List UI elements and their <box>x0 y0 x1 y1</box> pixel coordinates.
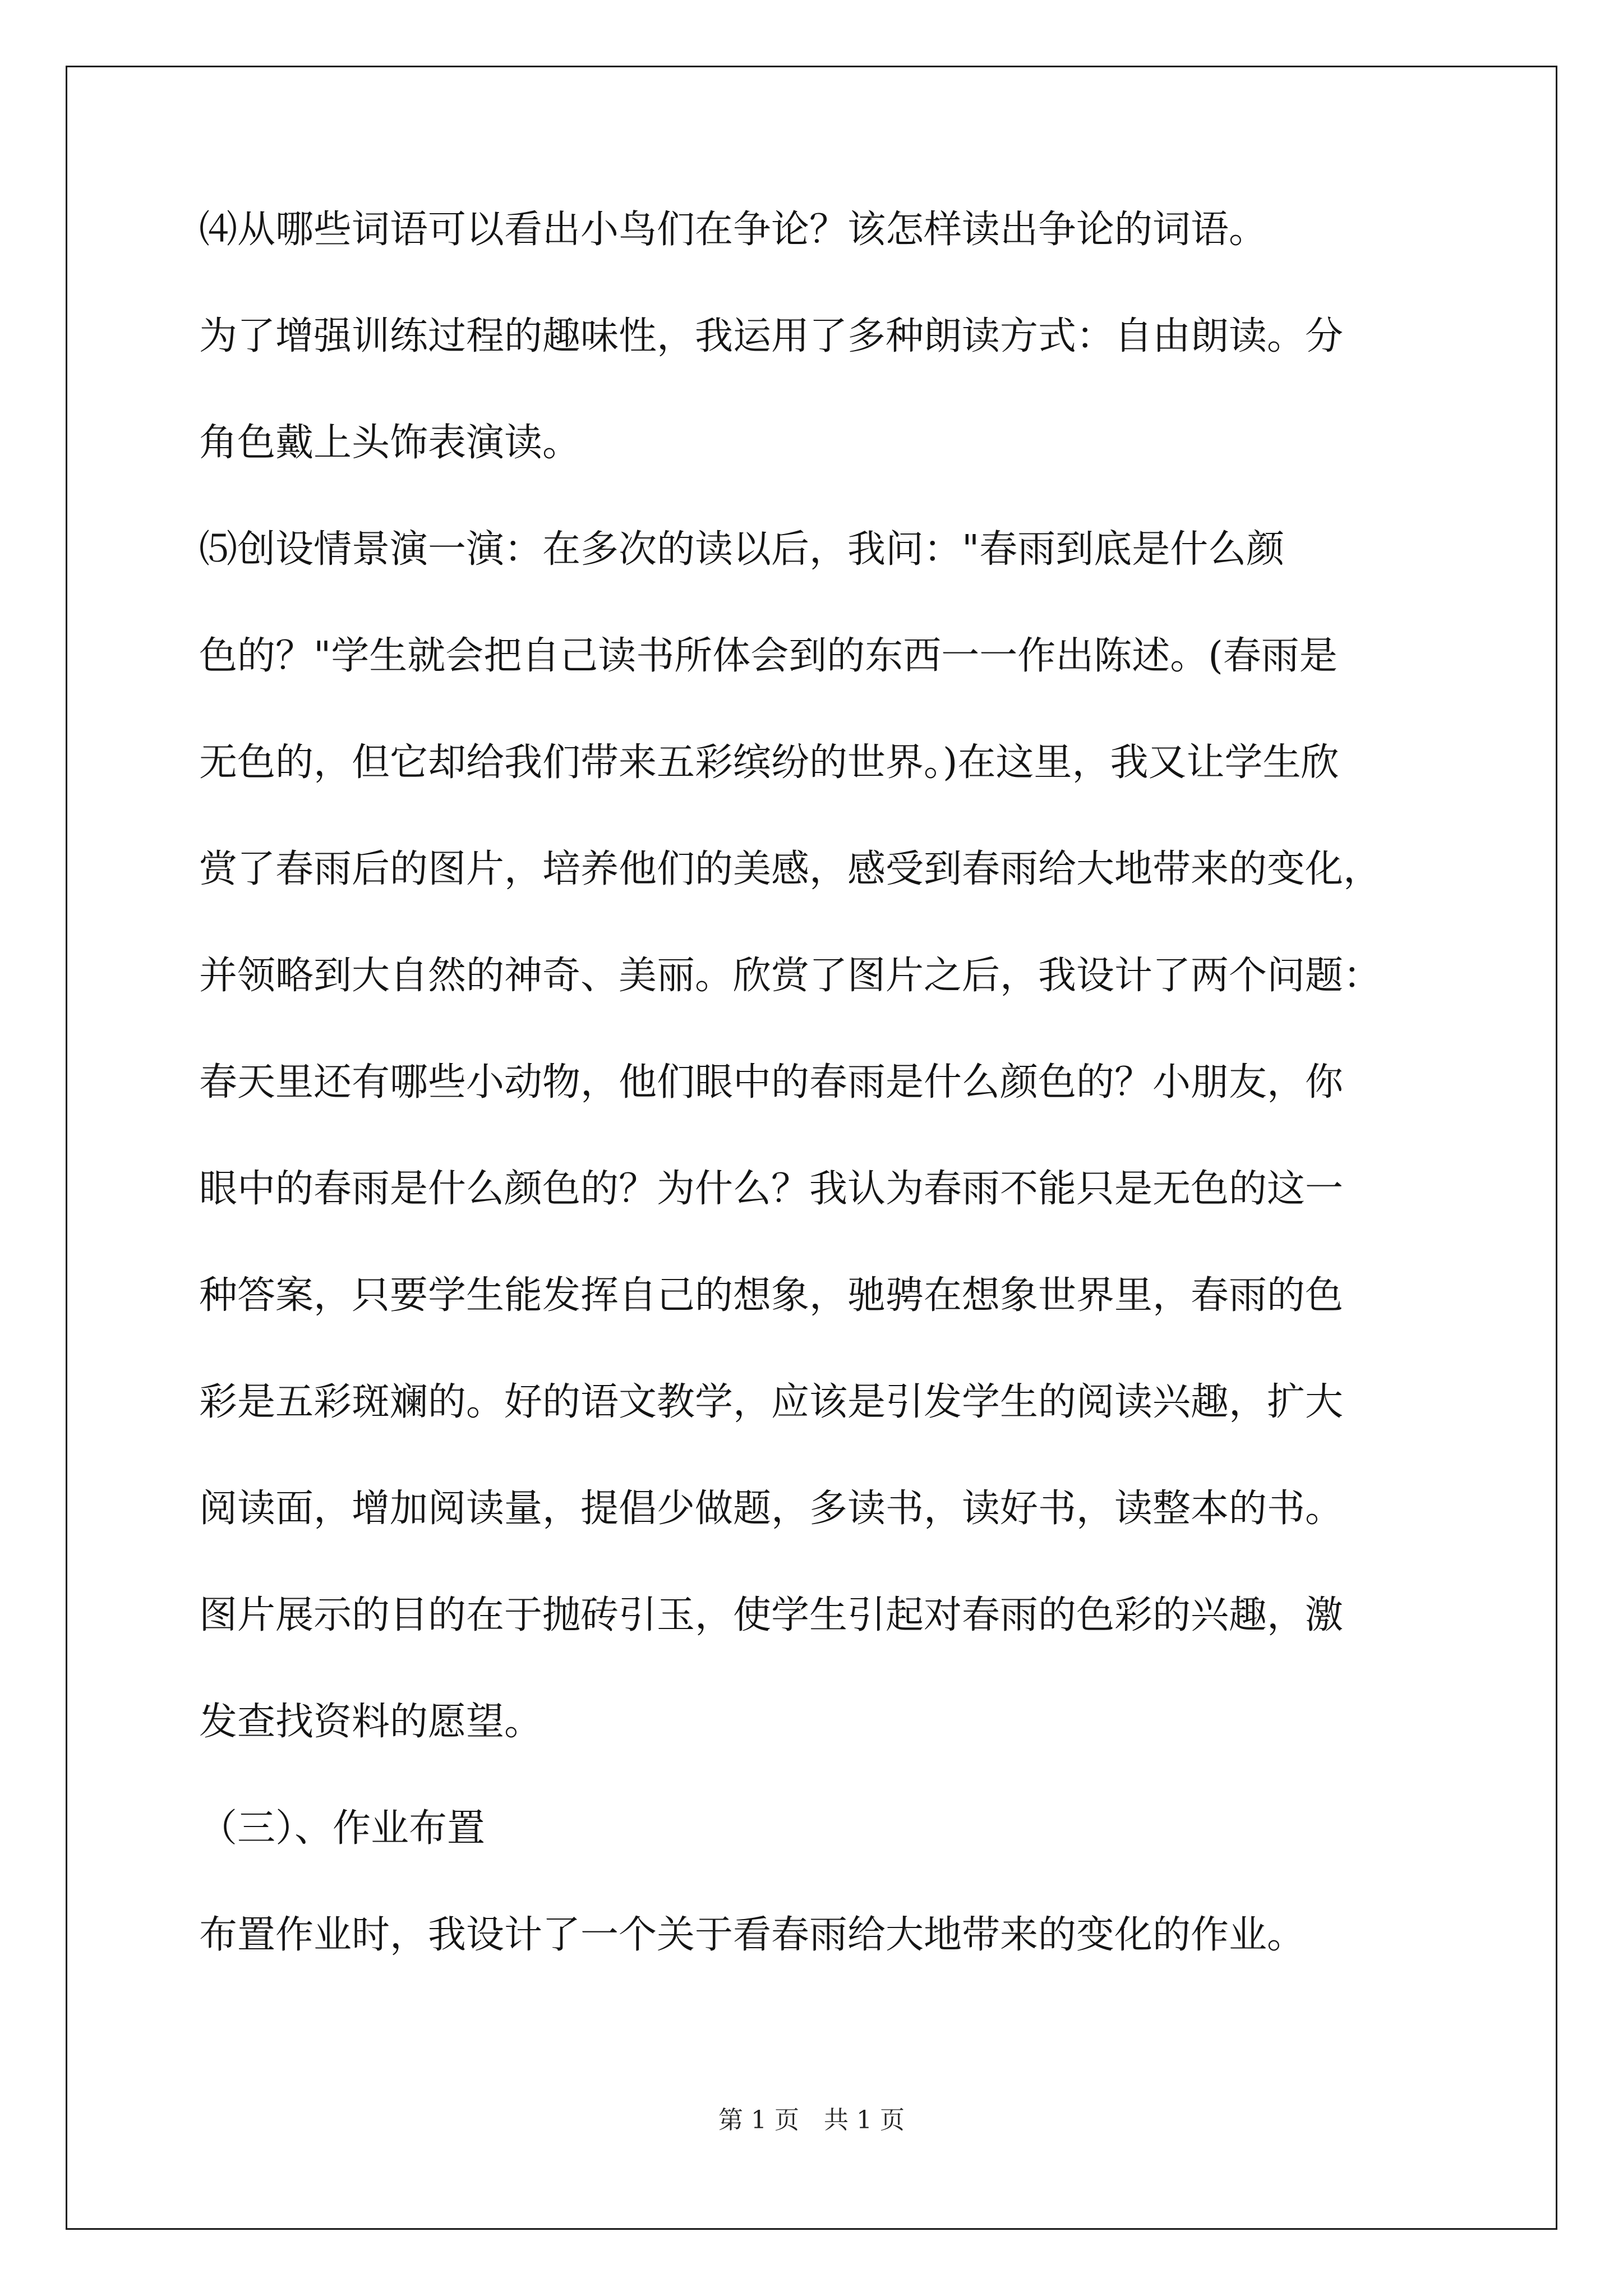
paragraph-line: 色的？"学生就会把自己读书所体会到的东西一一作出陈述。(春雨是 <box>199 634 1338 678</box>
paragraph-line: 阅读面，增加阅读量，提倡少做题，多读书，读好书，读整本的书。 <box>199 1487 1344 1531</box>
paragraph-line: ⑸创设情景演一演：在多次的读以后，我问："春雨到底是什么颜 <box>199 527 1285 572</box>
page-number-footer: 第 1 页 共 1 页 <box>718 2106 905 2134</box>
paragraph-line: 图片展示的目的在于抛砖引玉，使学生引起对春雨的色彩的兴趣，激 <box>199 1593 1344 1637</box>
paragraph-line: 彩是五彩斑斓的。好的语文教学，应该是引发学生的阅读兴趣，扩大 <box>199 1380 1344 1424</box>
page-border <box>66 66 1557 2230</box>
paragraph-line: 角色戴上头饰表演读。 <box>199 421 581 465</box>
paragraph-line: 布置作业时，我设计了一个关于看春雨给大地带来的变化的作业。 <box>199 1913 1306 1957</box>
section-heading: （三）、作业布置 <box>199 1806 486 1851</box>
paragraph-line: 并领略到大自然的神奇、美丽。欣赏了图片之后，我设计了两个问题： <box>199 954 1382 998</box>
paragraph-line: 春天里还有哪些小动物，他们眼中的春雨是什么颜色的？小朋友，你 <box>199 1060 1344 1105</box>
paragraph-line: 眼中的春雨是什么颜色的？为什么？我认为春雨不能只是无色的这一 <box>199 1167 1344 1211</box>
paragraph-line: 为了增强训练过程的趣味性，我运用了多种朗读方式：自由朗读。分 <box>199 314 1344 358</box>
paragraph-line: 发查找资料的愿望。 <box>199 1700 543 1744</box>
paragraph-line: 种答案，只要学生能发挥自己的想象，驰骋在想象世界里，春雨的色 <box>199 1273 1344 1318</box>
paragraph-line: 无色的，但它却给我们带来五彩缤纷的世界。)在这里，我又让学生欣 <box>199 740 1339 785</box>
paragraph-line: ⑷从哪些词语可以看出小鸟们在争论？该怎样读出争论的词语。 <box>199 208 1267 252</box>
paragraph-line: 赏了春雨后的图片，培养他们的美感，感受到春雨给大地带来的变化， <box>199 847 1382 891</box>
